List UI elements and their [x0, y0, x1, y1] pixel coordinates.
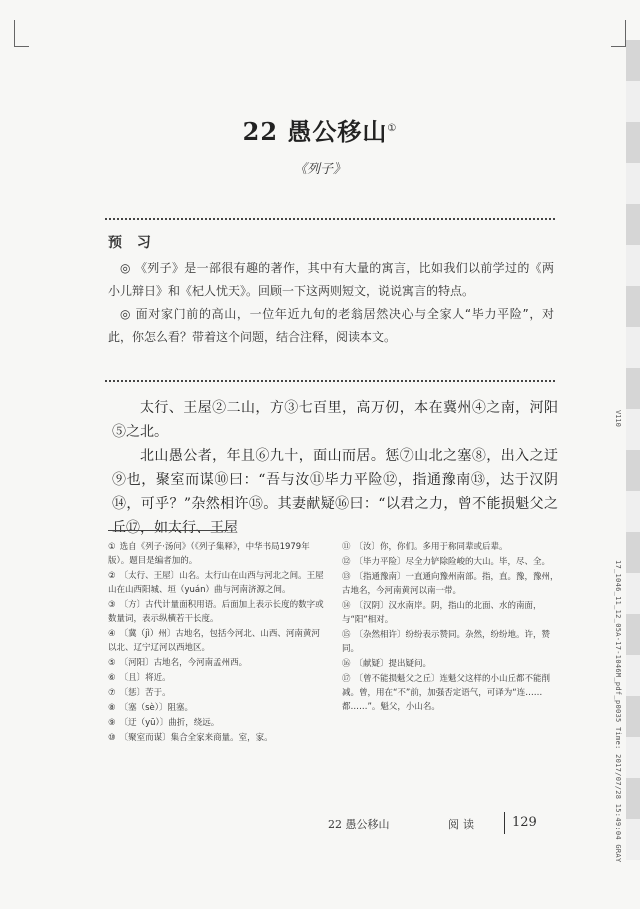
footnote: [108, 731, 326, 745]
main-paragraph: 北山愚公者，年且⑥九十，面山而居。惩⑦山北之塞⑧，出入之迂⑨也，聚室而谋⑩曰：“吾与汝⑪毕力平险⑫，指通豫南⑬，达于汉阴⑭，可乎？”杂然相许⑮。其妻献疑⑯曰：“以君之力，曾不能损魁父之丘⑰，如太行、王屋: [112, 448, 558, 536]
footnote-number: ①: [108, 542, 116, 552]
footnote-number: ⑭: [342, 601, 351, 611]
page-number: 129: [512, 815, 537, 830]
footnote-text: 〔汝〕你，你们。多用于称同辈或后辈。: [354, 542, 508, 552]
preview-section: [108, 232, 554, 349]
footnote-text: 〔且〕将近。: [119, 673, 171, 683]
footnotes-left-column: [108, 540, 326, 746]
footnote-number: ⑤: [108, 658, 116, 668]
lesson-title-block: [0, 112, 640, 147]
main-paragraph: 太行、王屋②二山，方③七百里，高万仞，本在冀州④之南，河阳⑤之北。: [112, 400, 558, 440]
footnote-number: ③: [108, 600, 116, 610]
footnote: [108, 569, 326, 597]
footnote: [342, 672, 560, 714]
footnote: [108, 686, 326, 700]
crop-mark-right: [611, 20, 626, 47]
footnote-text: 〔河阳〕古地名，今河南孟州西。: [119, 658, 248, 668]
footnote-text: 〔太行、王屋〕山名。太行山在山西与河北之间。王屋山在山西阳城、垣（yuán）曲与河南济源之间。: [108, 571, 324, 595]
footnote: [108, 540, 326, 568]
footnote-number: ⑩: [108, 733, 116, 743]
lesson-source: 《列子》: [293, 162, 346, 177]
footnote-separator: [108, 530, 228, 531]
preview-paragraph: ◎ 《列子》是一部很有趣的著作，其中有大量的寓言，比如我们以前学过的《两小儿辩日》和《杞人忧天》。回顾一下这两则短文，说说寓言的特点。: [108, 261, 554, 298]
footnote-text: 〔惩〕苦于。: [119, 688, 171, 698]
footnote: [342, 599, 560, 627]
print-file-info: 17_1046_11_12_05A-17-1046M_pdf_p0035 Time: 2017/07/28 15:49:04 GRAY: [614, 560, 622, 863]
page-footer: [108, 812, 560, 834]
footnote-number: ⑰: [342, 674, 351, 684]
preview-heading: 预 习: [108, 235, 156, 251]
footnote: [108, 627, 326, 655]
footnote: [108, 598, 326, 626]
footnote-number: ⑦: [108, 688, 116, 698]
footnote-text: 〔汉阴〕汉水南岸。阴，指山的北面、水的南面，与“阳”相对。: [342, 601, 542, 625]
page-code: V110: [614, 410, 622, 427]
footnote: [342, 657, 560, 671]
footnote-number: ⑧: [108, 703, 116, 713]
preview-paragraph: ◎ 面对家门前的高山，一位年近九旬的老翁居然决心与全家人“毕力平险”，对此，你怎么看？带着这个问题，结合注释，阅读本文。: [108, 307, 554, 344]
footnote-number: ⑥: [108, 673, 116, 683]
crop-mark-left: [14, 20, 29, 47]
footnote-number: ⑮: [342, 630, 351, 640]
footnote: [342, 555, 560, 569]
footnote-text: 〔献疑〕提出疑问。: [354, 659, 432, 669]
dotted-divider-top: [105, 218, 555, 220]
footnotes-right-column: [342, 540, 560, 746]
footnote-number: ④: [108, 629, 116, 639]
footnote-number: ⑯: [342, 659, 351, 669]
footnote-number: ⑬: [342, 572, 351, 582]
footnote-text: 选自《列子·汤问》（《列子集释》，中华书局1979年版）。题目是编者加的。: [108, 542, 310, 566]
footnote-text: 〔曾不能损魁父之丘〕连魁父这样的小山丘都不能削减。曾，用在“不”前，加强否定语气，可译为“连……都……”。魁父，小山名。: [342, 674, 551, 712]
footnote: [108, 716, 326, 730]
footnote-number: ⑫: [342, 557, 351, 567]
footnote-text: 〔方〕古代计量面积用语。后面加上表示长度的数字或数量词，表示纵横若干长度。: [108, 600, 324, 624]
section-name: 阅读: [448, 818, 478, 831]
main-text: [112, 396, 558, 540]
footnote-text: 〔塞（sè）〕阻塞。: [119, 703, 194, 713]
footnote-number: ⑪: [342, 542, 351, 552]
running-title: 22 愚公移山: [328, 818, 390, 831]
footnote-number: ②: [108, 571, 116, 581]
footnote: [342, 540, 560, 554]
lesson-title: 22 愚公移山: [242, 117, 388, 146]
footer-divider: [504, 812, 505, 834]
footnote: [108, 671, 326, 685]
footnote-text: 〔聚室而谋〕集合全家来商量。室，家。: [119, 733, 273, 743]
footnote-text: 〔毕力平险〕尽全力铲除险峻的大山。毕，尽、全。: [354, 557, 551, 567]
footnote-text: 〔杂然相许〕纷纷表示赞同。杂然，纷纷地。许，赞同。: [342, 630, 551, 654]
footnote-text: 〔迂（yū）〕曲折，绕远。: [119, 718, 220, 728]
footnote: [342, 570, 560, 598]
dotted-divider-bottom: [105, 380, 555, 382]
footnotes: [108, 540, 560, 746]
footnote: [342, 628, 560, 656]
footnote: [108, 656, 326, 670]
footnote-text: 〔指通豫南〕一直通向豫州南部。指，直。豫，豫州，古地名，今河南黄河以南一带。: [342, 572, 559, 596]
footnote-number: ⑨: [108, 718, 116, 728]
title-footnote-ref: ①: [387, 123, 398, 134]
footnote: [108, 701, 326, 715]
footnote-text: 〔冀（jì）州〕古地名，包括今河北、山西、河南黄河以北、辽宁辽河以西地区。: [108, 629, 320, 653]
